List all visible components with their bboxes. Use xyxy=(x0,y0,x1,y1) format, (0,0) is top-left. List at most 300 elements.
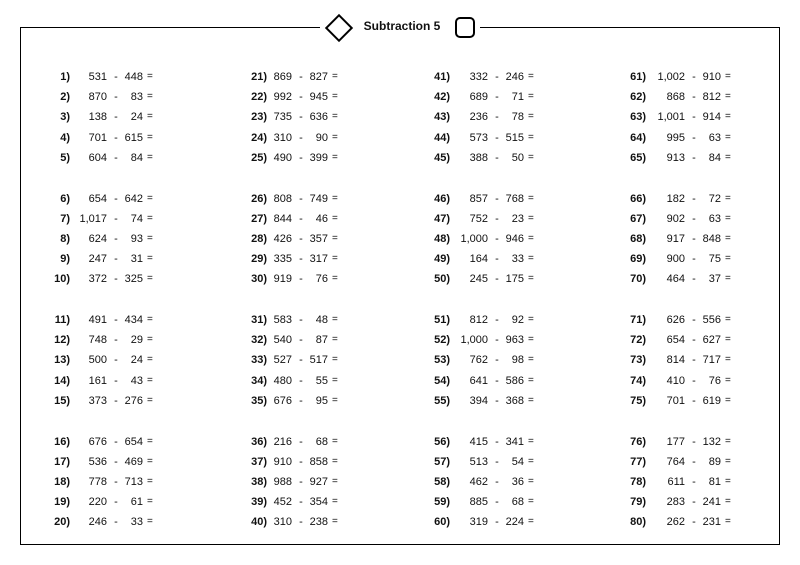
problem-item xyxy=(0,151,800,165)
problem-number: 29) xyxy=(251,253,267,266)
problem-item xyxy=(0,394,800,408)
subtrahend: 31 xyxy=(130,253,143,266)
minuend: 491 xyxy=(88,314,107,326)
minus-sign: - xyxy=(299,253,303,266)
problem-number: 49) xyxy=(434,253,450,266)
minus-sign: - xyxy=(495,253,499,266)
subtrahend: 54 xyxy=(511,455,524,468)
subtrahend: 768 xyxy=(505,192,524,205)
subtrahend: 469 xyxy=(124,455,143,468)
minuend: 764 xyxy=(666,455,685,468)
minus-sign: - xyxy=(692,131,696,144)
equals-sign: = xyxy=(147,354,153,366)
subtrahend: 946 xyxy=(505,232,524,245)
subtrahend: 81 xyxy=(708,475,721,488)
equals-sign: = xyxy=(725,212,731,224)
minus-sign: - xyxy=(692,91,696,104)
minuend: 992 xyxy=(273,91,292,104)
equals-sign: = xyxy=(725,71,731,82)
minuend: 452 xyxy=(273,496,292,509)
problem-item xyxy=(0,455,800,469)
equals-sign: = xyxy=(528,151,534,163)
minuend: 689 xyxy=(469,91,488,104)
problem-item xyxy=(0,495,800,509)
minuend: 857 xyxy=(469,192,488,205)
problem-number: 14) xyxy=(54,374,70,387)
minus-sign: - xyxy=(495,475,499,488)
subtrahend: 63 xyxy=(708,212,721,225)
minus-sign: - xyxy=(114,212,118,225)
minus-sign: - xyxy=(299,71,303,83)
problem-number: 24) xyxy=(251,131,267,144)
problem-number: 37) xyxy=(251,455,267,468)
problem-item xyxy=(0,70,800,84)
minuend: 626 xyxy=(666,314,685,326)
problem-item xyxy=(0,475,800,489)
minuend: 701 xyxy=(666,394,685,407)
subtrahend: 241 xyxy=(702,496,721,509)
problem-number: 34) xyxy=(251,374,267,387)
minuend: 641 xyxy=(469,374,488,387)
minus-sign: - xyxy=(495,71,499,83)
minus-sign: - xyxy=(114,475,118,488)
minuend: 902 xyxy=(666,212,685,225)
subtrahend: 36 xyxy=(511,475,524,488)
subtrahend: 434 xyxy=(124,314,143,326)
problem-number: 73) xyxy=(630,354,646,367)
problem-number: 8) xyxy=(60,232,70,245)
minuend: 812 xyxy=(469,314,488,326)
equals-sign: = xyxy=(332,192,338,204)
minuend: 480 xyxy=(273,374,292,387)
minuend: 216 xyxy=(273,435,292,448)
minus-sign: - xyxy=(495,131,499,144)
minuend: 604 xyxy=(88,151,107,164)
minus-sign: - xyxy=(495,192,499,205)
problem-number: 31) xyxy=(251,314,267,326)
equals-sign: = xyxy=(528,71,534,82)
minuend: 868 xyxy=(666,91,685,104)
problem-number: 33) xyxy=(251,354,267,367)
minus-sign: - xyxy=(299,455,303,468)
minus-sign: - xyxy=(495,91,499,104)
equals-sign: = xyxy=(147,314,153,325)
minuend: 335 xyxy=(273,253,292,266)
subtrahend: 68 xyxy=(315,435,328,448)
minuend: 245 xyxy=(469,273,488,286)
problem-number: 78) xyxy=(630,475,646,488)
equals-sign: = xyxy=(147,111,153,123)
problem-number: 75) xyxy=(630,394,646,407)
problem-number: 19) xyxy=(54,496,70,509)
equals-sign: = xyxy=(528,273,534,285)
problem-number: 58) xyxy=(434,475,450,488)
equals-sign: = xyxy=(528,374,534,386)
subtrahend: 48 xyxy=(315,314,328,326)
problem-number: 61) xyxy=(630,71,646,83)
problem-item xyxy=(0,90,800,104)
problem-number: 18) xyxy=(54,475,70,488)
problem-number: 36) xyxy=(251,435,267,448)
equals-sign: = xyxy=(332,273,338,285)
minus-sign: - xyxy=(692,334,696,347)
minus-sign: - xyxy=(114,516,118,529)
problem-number: 69) xyxy=(630,253,646,266)
subtrahend: 910 xyxy=(702,71,721,83)
equals-sign: = xyxy=(528,91,534,103)
minuend: 910 xyxy=(273,455,292,468)
minus-sign: - xyxy=(692,496,696,509)
minus-sign: - xyxy=(114,253,118,266)
equals-sign: = xyxy=(725,192,731,204)
minuend: 283 xyxy=(666,496,685,509)
minus-sign: - xyxy=(299,496,303,509)
subtrahend: 945 xyxy=(309,91,328,104)
minuend: 372 xyxy=(88,273,107,286)
equals-sign: = xyxy=(147,91,153,103)
subtrahend: 276 xyxy=(124,394,143,407)
subtrahend: 76 xyxy=(315,273,328,286)
minus-sign: - xyxy=(114,111,118,124)
minuend: 778 xyxy=(88,475,107,488)
subtrahend: 92 xyxy=(511,314,524,326)
minuend: 182 xyxy=(666,192,685,205)
equals-sign: = xyxy=(528,394,534,406)
problem-number: 12) xyxy=(54,334,70,347)
minus-sign: - xyxy=(114,314,118,326)
problem-number: 74) xyxy=(630,374,646,387)
subtrahend: 515 xyxy=(505,131,524,144)
minuend: 844 xyxy=(273,212,292,225)
equals-sign: = xyxy=(332,455,338,467)
subtrahend: 46 xyxy=(315,212,328,225)
problem-number: 77) xyxy=(630,455,646,468)
equals-sign: = xyxy=(725,273,731,285)
minus-sign: - xyxy=(299,111,303,124)
problem-number: 55) xyxy=(434,394,450,407)
equals-sign: = xyxy=(725,354,731,366)
subtrahend: 29 xyxy=(130,334,143,347)
problem-number: 70) xyxy=(630,273,646,286)
minuend: 246 xyxy=(88,516,107,529)
subtrahend: 95 xyxy=(315,394,328,407)
problem-number: 30) xyxy=(251,273,267,286)
minuend: 464 xyxy=(666,273,685,286)
minuend: 573 xyxy=(469,131,488,144)
minus-sign: - xyxy=(495,232,499,245)
minus-sign: - xyxy=(692,314,696,326)
equals-sign: = xyxy=(528,455,534,467)
subtrahend: 317 xyxy=(309,253,328,266)
problem-number: 52) xyxy=(434,334,450,347)
subtrahend: 556 xyxy=(702,314,721,326)
problem-number: 71) xyxy=(630,314,646,326)
problem-item xyxy=(0,110,800,124)
problem-number: 22) xyxy=(251,91,267,104)
problem-number: 57) xyxy=(434,455,450,468)
subtrahend: 858 xyxy=(309,455,328,468)
minus-sign: - xyxy=(299,334,303,347)
problem-number: 76) xyxy=(630,435,646,448)
problem-number: 63) xyxy=(630,111,646,124)
minuend: 611 xyxy=(667,475,685,488)
problem-number: 26) xyxy=(251,192,267,205)
subtrahend: 89 xyxy=(708,455,721,468)
problem-number: 50) xyxy=(434,273,450,286)
minus-sign: - xyxy=(692,516,696,529)
subtrahend: 848 xyxy=(702,232,721,245)
problem-number: 23) xyxy=(251,111,267,124)
minus-sign: - xyxy=(299,374,303,387)
subtrahend: 927 xyxy=(309,475,328,488)
equals-sign: = xyxy=(528,131,534,143)
problem-number: 79) xyxy=(630,496,646,509)
equals-sign: = xyxy=(725,131,731,143)
equals-sign: = xyxy=(332,151,338,163)
minuend: 394 xyxy=(469,394,488,407)
subtrahend: 84 xyxy=(130,151,143,164)
minuend: 373 xyxy=(88,394,107,407)
minuend: 138 xyxy=(88,111,107,124)
equals-sign: = xyxy=(147,71,153,82)
minus-sign: - xyxy=(495,111,499,124)
subtrahend: 37 xyxy=(708,273,721,286)
minus-sign: - xyxy=(495,334,499,347)
problem-number: 44) xyxy=(434,131,450,144)
equals-sign: = xyxy=(332,516,338,528)
minus-sign: - xyxy=(299,232,303,245)
subtrahend: 586 xyxy=(505,374,524,387)
minus-sign: - xyxy=(114,394,118,407)
minus-sign: - xyxy=(299,475,303,488)
subtrahend: 23 xyxy=(511,212,524,225)
equals-sign: = xyxy=(147,435,153,447)
minuend: 701 xyxy=(88,131,107,144)
equals-sign: = xyxy=(147,374,153,386)
minuend: 310 xyxy=(273,131,292,144)
minus-sign: - xyxy=(299,354,303,367)
equals-sign: = xyxy=(528,475,534,487)
equals-sign: = xyxy=(528,314,534,325)
equals-sign: = xyxy=(332,212,338,224)
minuend: 995 xyxy=(666,131,685,144)
problem-number: 65) xyxy=(630,151,646,164)
problem-number: 59) xyxy=(434,496,450,509)
minus-sign: - xyxy=(495,151,499,164)
equals-sign: = xyxy=(332,253,338,265)
problem-number: 60) xyxy=(434,516,450,529)
equals-sign: = xyxy=(332,374,338,386)
subtrahend: 74 xyxy=(130,212,143,225)
problem-number: 9) xyxy=(60,253,70,266)
problem-item xyxy=(0,313,800,327)
minuend: 426 xyxy=(273,232,292,245)
equals-sign: = xyxy=(528,212,534,224)
problem-number: 40) xyxy=(251,516,267,529)
subtrahend: 619 xyxy=(702,394,721,407)
minuend: 735 xyxy=(273,111,292,124)
subtrahend: 24 xyxy=(130,354,143,367)
minus-sign: - xyxy=(692,354,696,367)
subtrahend: 90 xyxy=(315,131,328,144)
problem-number: 17) xyxy=(54,455,70,468)
problem-number: 72) xyxy=(630,334,646,347)
minus-sign: - xyxy=(495,435,499,448)
subtrahend: 914 xyxy=(702,111,721,124)
subtrahend: 615 xyxy=(124,131,143,144)
problem-number: 54) xyxy=(434,374,450,387)
problem-number: 62) xyxy=(630,91,646,104)
minus-sign: - xyxy=(495,374,499,387)
minus-sign: - xyxy=(114,232,118,245)
minuend: 1,000 xyxy=(460,232,488,245)
equals-sign: = xyxy=(332,435,338,447)
problem-item xyxy=(0,333,800,347)
minuend: 410 xyxy=(666,374,685,387)
minus-sign: - xyxy=(495,212,499,225)
minuend: 869 xyxy=(273,71,292,83)
minuend: 513 xyxy=(469,455,488,468)
minuend: 654 xyxy=(88,192,107,205)
minuend: 917 xyxy=(666,232,685,245)
problem-item xyxy=(0,212,800,226)
minuend: 236 xyxy=(469,111,488,124)
subtrahend: 72 xyxy=(708,192,721,205)
subtrahend: 175 xyxy=(505,273,524,286)
equals-sign: = xyxy=(147,232,153,244)
minus-sign: - xyxy=(114,435,118,448)
minuend: 748 xyxy=(88,334,107,347)
subtrahend: 55 xyxy=(315,374,328,387)
minuend: 676 xyxy=(273,394,292,407)
minuend: 262 xyxy=(666,516,685,529)
minuend: 1,001 xyxy=(657,111,685,124)
equals-sign: = xyxy=(725,455,731,467)
subtrahend: 357 xyxy=(309,232,328,245)
problem-number: 6) xyxy=(60,192,70,205)
minuend: 415 xyxy=(469,435,488,448)
problem-number: 48) xyxy=(434,232,450,245)
problem-item xyxy=(0,515,800,529)
subtrahend: 654 xyxy=(124,435,143,448)
equals-sign: = xyxy=(725,111,731,123)
minuend: 808 xyxy=(273,192,292,205)
equals-sign: = xyxy=(725,435,731,447)
minuend: 540 xyxy=(273,334,292,347)
problem-number: 45) xyxy=(434,151,450,164)
minus-sign: - xyxy=(114,455,118,468)
minus-sign: - xyxy=(495,516,499,529)
minuend: 752 xyxy=(469,212,488,225)
equals-sign: = xyxy=(332,131,338,143)
problem-number: 80) xyxy=(630,516,646,529)
minus-sign: - xyxy=(299,91,303,104)
equals-sign: = xyxy=(332,496,338,508)
subtrahend: 68 xyxy=(511,496,524,509)
subtrahend: 84 xyxy=(708,151,721,164)
problem-item xyxy=(0,435,800,449)
problem-number: 21) xyxy=(251,71,267,83)
problem-item xyxy=(0,192,800,206)
minus-sign: - xyxy=(692,71,696,83)
problem-number: 66) xyxy=(630,192,646,205)
problem-number: 46) xyxy=(434,192,450,205)
equals-sign: = xyxy=(332,354,338,366)
problem-number: 10) xyxy=(54,273,70,286)
minus-sign: - xyxy=(692,455,696,468)
minuend: 814 xyxy=(666,354,685,367)
subtrahend: 749 xyxy=(309,192,328,205)
subtrahend: 963 xyxy=(505,334,524,347)
minus-sign: - xyxy=(114,273,118,286)
minus-sign: - xyxy=(114,374,118,387)
equals-sign: = xyxy=(147,496,153,508)
subtrahend: 50 xyxy=(511,151,524,164)
minus-sign: - xyxy=(495,354,499,367)
subtrahend: 812 xyxy=(702,91,721,104)
minuend: 164 xyxy=(469,253,488,266)
problem-number: 11) xyxy=(54,314,70,326)
minuend: 919 xyxy=(273,273,292,286)
subtrahend: 717 xyxy=(702,354,721,367)
equals-sign: = xyxy=(332,394,338,406)
minuend: 900 xyxy=(666,253,685,266)
equals-sign: = xyxy=(528,496,534,508)
equals-sign: = xyxy=(528,111,534,123)
subtrahend: 325 xyxy=(124,273,143,286)
problem-number: 47) xyxy=(434,212,450,225)
equals-sign: = xyxy=(332,71,338,82)
problem-number: 2) xyxy=(60,91,70,104)
problem-number: 5) xyxy=(60,151,70,164)
minus-sign: - xyxy=(692,192,696,205)
minus-sign: - xyxy=(692,435,696,448)
problem-item xyxy=(0,232,800,246)
minus-sign: - xyxy=(299,192,303,205)
subtrahend: 368 xyxy=(505,394,524,407)
equals-sign: = xyxy=(147,475,153,487)
problem-number: 3) xyxy=(60,111,70,124)
problem-item xyxy=(0,374,800,388)
subtrahend: 132 xyxy=(702,435,721,448)
problem-number: 25) xyxy=(251,151,267,164)
equals-sign: = xyxy=(528,354,534,366)
minuend: 310 xyxy=(273,516,292,529)
subtrahend: 341 xyxy=(505,435,524,448)
problem-number: 39) xyxy=(251,496,267,509)
subtrahend: 75 xyxy=(708,253,721,266)
subtrahend: 33 xyxy=(511,253,524,266)
minus-sign: - xyxy=(495,394,499,407)
minuend: 988 xyxy=(273,475,292,488)
problem-number: 67) xyxy=(630,212,646,225)
minus-sign: - xyxy=(495,273,499,286)
problem-number: 16) xyxy=(54,435,70,448)
minus-sign: - xyxy=(495,496,499,509)
equals-sign: = xyxy=(725,253,731,265)
problem-item xyxy=(0,252,800,266)
equals-sign: = xyxy=(725,475,731,487)
subtrahend: 231 xyxy=(702,516,721,529)
minus-sign: - xyxy=(299,516,303,529)
equals-sign: = xyxy=(147,212,153,224)
subtrahend: 354 xyxy=(309,496,328,509)
minuend: 583 xyxy=(273,314,292,326)
equals-sign: = xyxy=(147,151,153,163)
subtrahend: 43 xyxy=(130,374,143,387)
problem-number: 43) xyxy=(434,111,450,124)
equals-sign: = xyxy=(725,334,731,346)
